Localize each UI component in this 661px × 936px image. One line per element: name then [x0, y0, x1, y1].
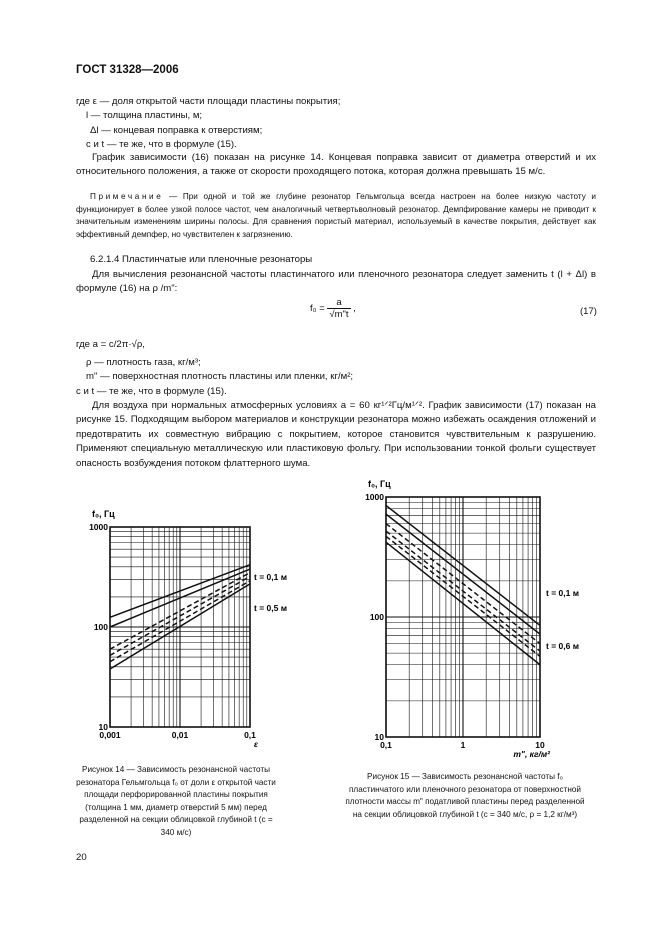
x-tick-label: 0,1 [380, 740, 392, 750]
paragraph-1: График зависимости (16) показан на рисунке 14. Концевая поправка зависит от диаметра отверстий и их относительного положения, а также от скорости проходящего потока, которая должна превышать 15 м/с. [76, 152, 596, 178]
def-line: с и t — те же, что в формуле (15). [76, 385, 227, 397]
def-line: m" — поверхностная плотность пластины или пленки, кг/м²; [86, 371, 354, 383]
definitions-2 [76, 334, 596, 399]
section-title: 6.2.1.4 Пластинчатые или пленочные резонаторы [90, 254, 313, 265]
x-tick-label: 1 [460, 740, 466, 750]
caption-15: Рисунок 15 — Зависимость резонансной частоты f₀ пластинчатого или пленочного резонатора от поверхностной плотности массы m" податливой пластины перед разделенной на секции облицовкой глубиной t (с = 340 м/с, ρ = 1,2 кг/м³) [345, 772, 585, 819]
curve-annotation: t = 0,1 м [546, 588, 579, 598]
def-line: l — толщина пластины, м; [86, 110, 203, 122]
definitions-1 [76, 95, 596, 153]
curve-annotation: t = 0,5 м [254, 603, 287, 613]
x-tick-label: 0,01 [171, 730, 189, 740]
x-tick-label: 0,1 [244, 730, 256, 740]
formula-denominator: √m"t [329, 309, 349, 320]
x-tick-label: 0,001 [99, 730, 121, 740]
figure-15-chart [350, 475, 600, 759]
def-line: Δl — концевая поправка к отверстиям; [90, 124, 263, 136]
def-line: ρ — плотность газа, кг/м³; [86, 357, 201, 368]
formula-number: (17) [580, 306, 597, 317]
page-header: ГОСТ 31328—2006 [76, 64, 179, 76]
curve-annotation: t = 0,6 м [546, 641, 579, 651]
paragraph-3: Для воздуха при нормальных атмосферных условиях а = 60 кг¹ᐟ²Гц/м¹ᐟ². График зависимости (17) показан на рисунке 15. Подходящим выбором материалов и конструкции резонатора можно избежать осаждения отложений и предотвратить их совместную вибрацию с покрытием, которое становится чувствительным к разрушению. Применяют специальную металлическую или пластиковую фольгу. При использовании тонкой фольги существует опасность возбуждения потоком флаттерного шума. [76, 400, 596, 469]
formula-tail: , [353, 303, 356, 314]
y-axis-label: f₀, Гц [92, 509, 115, 519]
y-tick-label: 10 [98, 722, 108, 732]
caption-14: Рисунок 14 — Зависимость резонансной частоты резонатора Гельмгольца f₀ от доли ε открытой части площади перфорированной пластины покрытия (толщина 1 мм, диаметр отверстий 5 мм) перед разделенной на секции облицовкой глубиной t (с = 340 м/с) [76, 765, 276, 837]
figure-14-chart [76, 505, 287, 750]
note-block [76, 191, 596, 241]
note-text: — При одной и той же глубине резонатор Гельмгольца всегда настроен на более низкую частоту и функционирует в более узкой полосе частот, чем аналогичный четвертьволновый резонатор. Демпфирование камеры не приводит к значительным изменениям ширины полосы. Для сравнения пористый материал, используемый в качестве покрытия, действует как эффективный демпфер, но чувствителен к загрязнению. [76, 192, 596, 239]
formula-17 [310, 297, 356, 320]
y-tick-label: 1000 [89, 522, 108, 532]
note-label: Примечание [90, 192, 164, 201]
x-axis-label: m", кг/м² [513, 749, 550, 759]
y-axis-label: f₀, Гц [368, 479, 391, 489]
paragraph-2: Для вычисления резонансной частоты пластинчатого или пленочного резонатора следует заменить t (l + Δl) в формуле (16) на ρ /m": [76, 269, 596, 295]
curve-annotation: t = 0,1 м [254, 572, 287, 582]
y-tick-label: 100 [369, 612, 384, 622]
formula-lhs: f₀ = [310, 303, 325, 314]
x-tick-label: 10 [535, 740, 545, 750]
def-line: где ε — доля открытой части площади пластины покрытия; [76, 96, 341, 107]
y-tick-label: 100 [93, 622, 108, 632]
x-axis-label: ε [253, 739, 258, 749]
y-tick-label: 10 [374, 732, 384, 742]
def-line: с и t — те же, что в формуле (15). [86, 139, 237, 151]
y-tick-label: 1000 [365, 492, 384, 502]
page-number: 20 [76, 852, 87, 863]
formula-numerator: a [327, 297, 350, 309]
def-line: где a = c/2π·√ρ, [76, 339, 145, 350]
